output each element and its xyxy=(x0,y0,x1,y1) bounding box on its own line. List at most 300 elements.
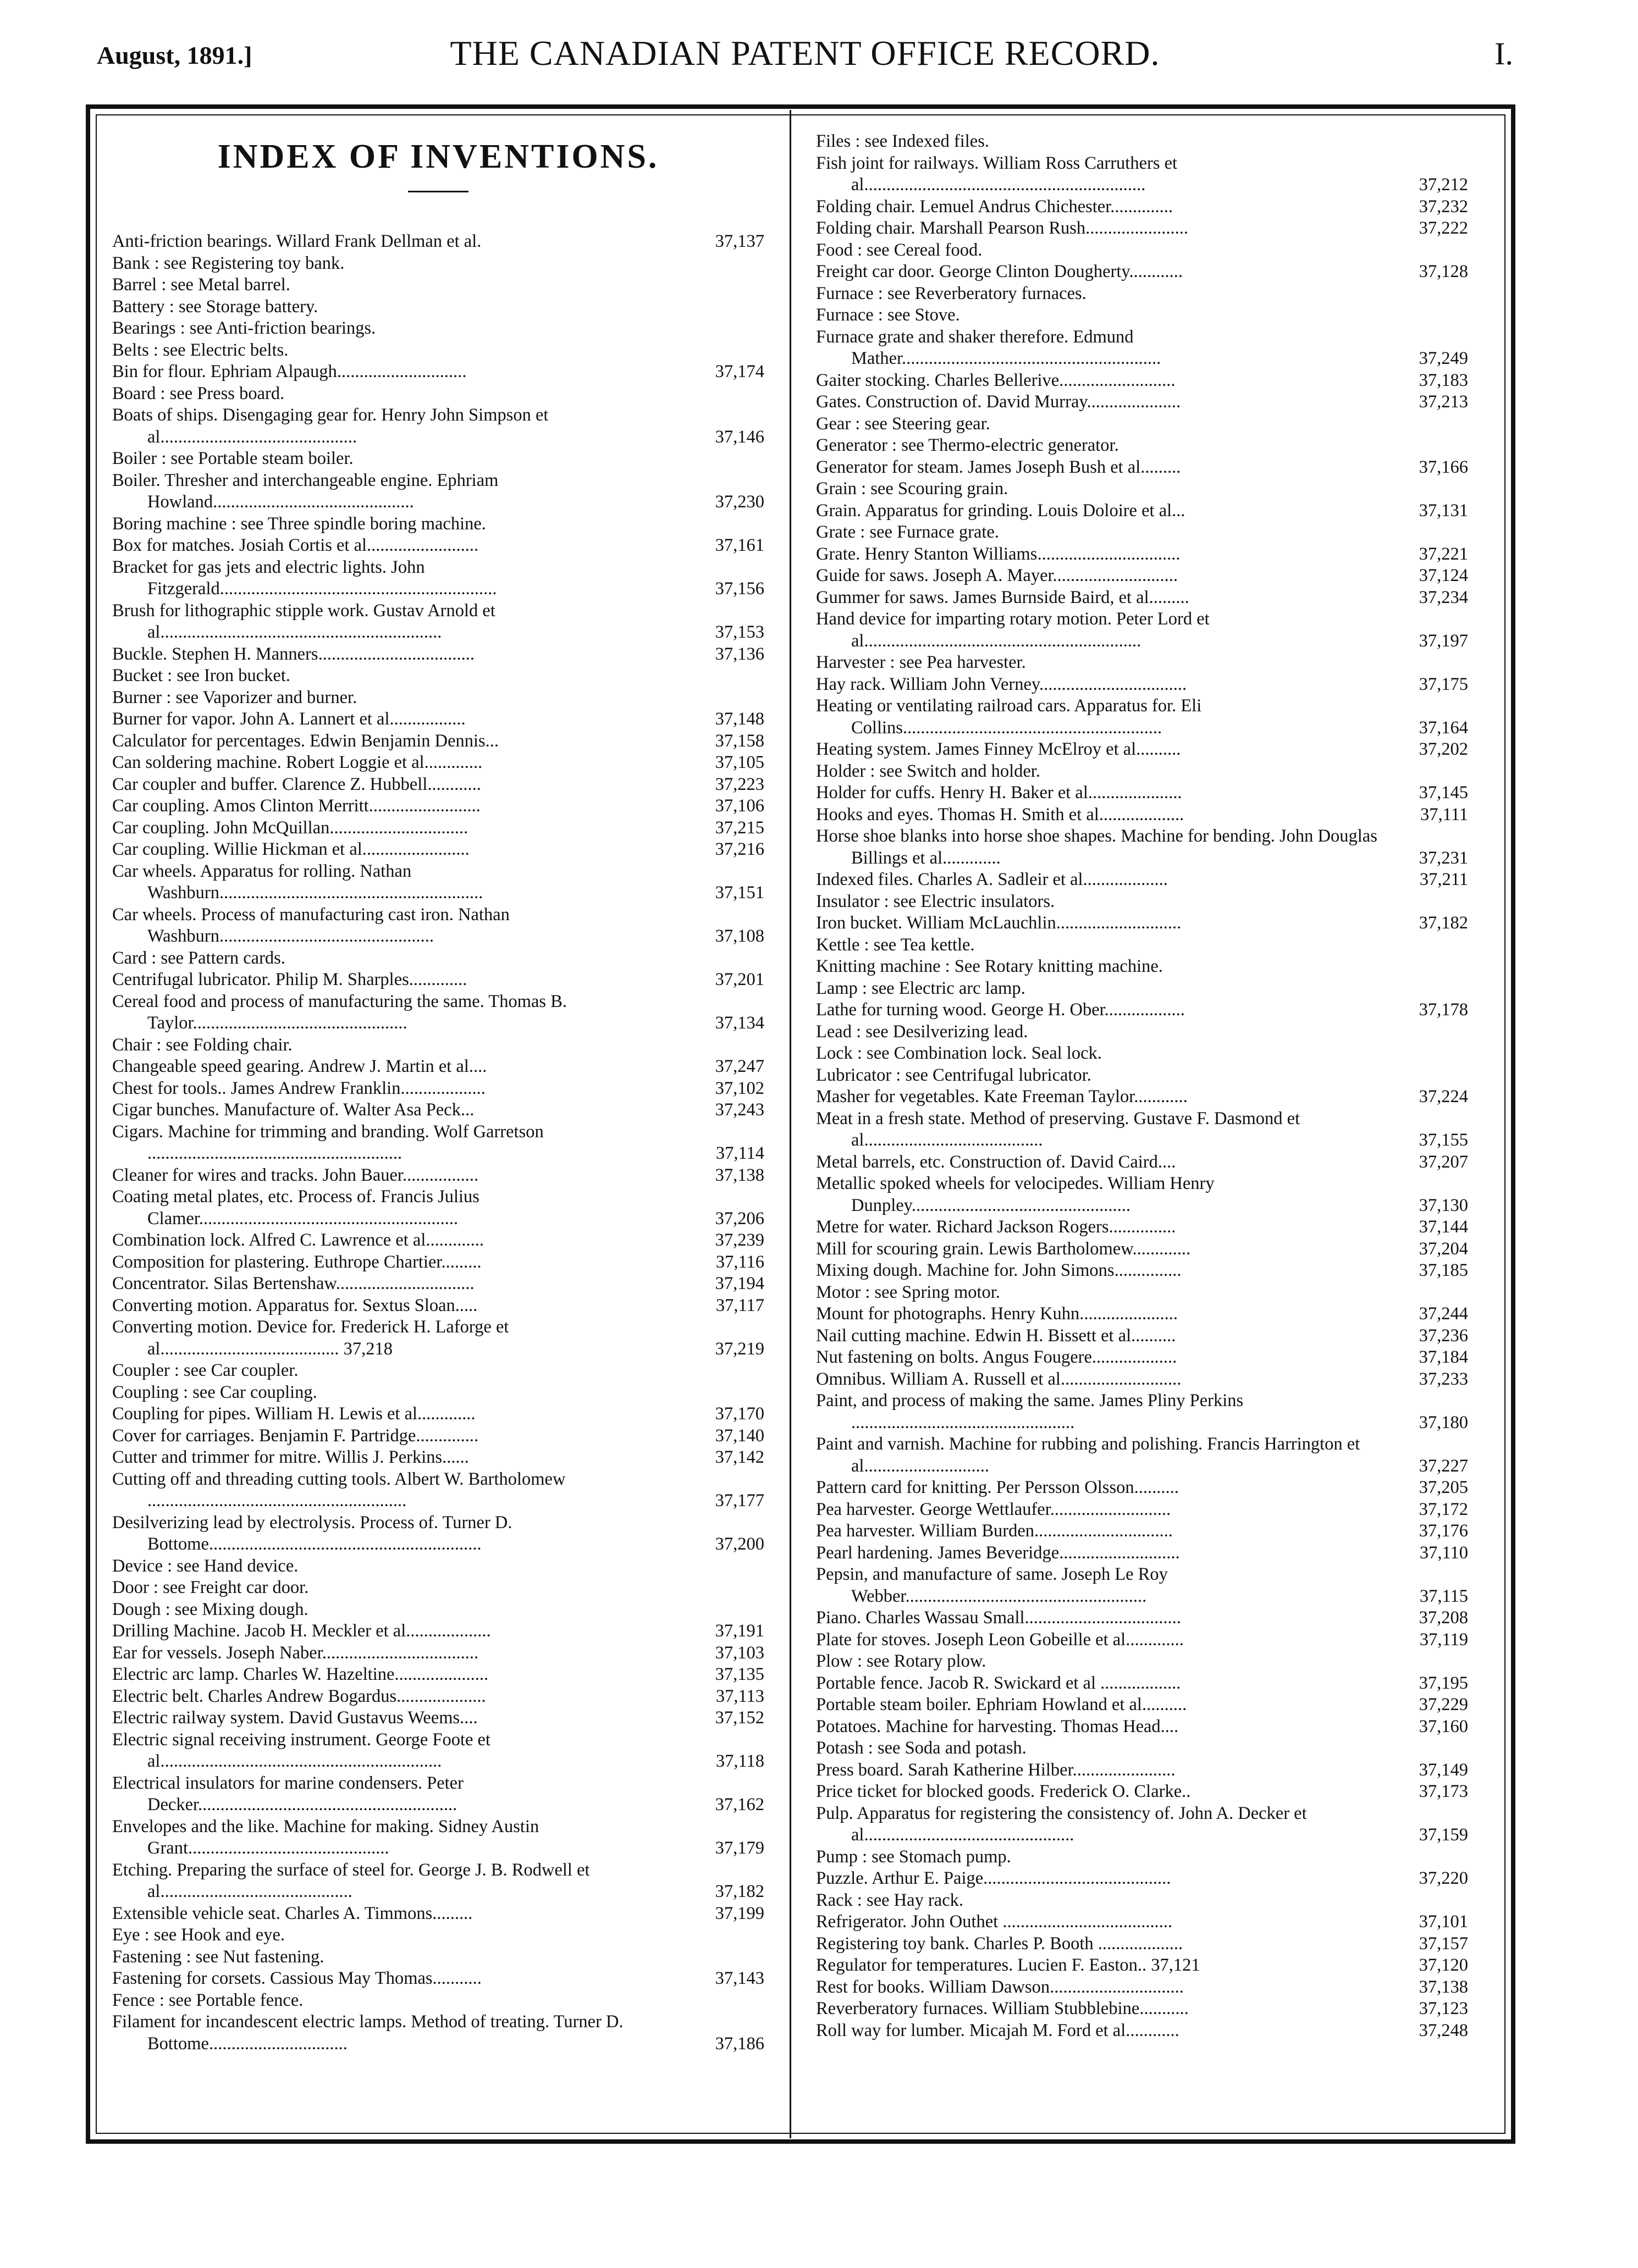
entry-text: Folding chair. Marshall Pearson Rush....................... xyxy=(816,218,1189,238)
entry-text: Rest for books. William Dawson.............................. xyxy=(816,1977,1184,1997)
patent-number: 37,208 xyxy=(1419,1608,1468,1628)
index-entry xyxy=(816,1238,1468,1260)
index-entry xyxy=(112,904,764,948)
index-entry xyxy=(112,1469,764,1512)
entry-text: Fastening : see Nut fastening. xyxy=(112,1946,324,1967)
entry-text: Boiler : see Portable steam boiler. xyxy=(112,449,354,468)
index-entry xyxy=(816,1216,1468,1238)
index-entry xyxy=(816,1651,1468,1673)
index-entry xyxy=(816,652,1468,674)
patent-number: 37,123 xyxy=(1419,1999,1468,2018)
entry-text: Plow : see Rotary plow. xyxy=(816,1651,986,1671)
patent-number: 37,115 xyxy=(1419,1586,1468,1606)
index-entry xyxy=(816,1282,1468,1304)
title-rule xyxy=(408,191,468,192)
index-entry xyxy=(816,609,1468,652)
index-entry xyxy=(816,999,1468,1021)
patent-number: 37,216 xyxy=(715,839,764,859)
index-entry xyxy=(112,861,764,904)
index-entry xyxy=(112,1165,764,1187)
index-entry xyxy=(112,709,764,731)
entry-text: Roll way for lumber. Micajah M. Ford et al............ xyxy=(816,2020,1179,2040)
patent-number: 37,164 xyxy=(1419,717,1468,738)
left-entry-list xyxy=(112,231,764,2055)
patent-number: 37,119 xyxy=(1419,1629,1468,1650)
patent-number: 37,130 xyxy=(1419,1195,1468,1215)
index-entry xyxy=(112,1773,764,1816)
entry-text: Lamp : see Electric arc lamp. xyxy=(816,978,1025,998)
entry-text: Eye : see Hook and eye. xyxy=(112,1925,285,1945)
entry-text: Mixing dough. Machine for. John Simons............... xyxy=(816,1260,1182,1280)
entry-text: Metal barrels, etc. Construction of. David Caird.... xyxy=(816,1152,1176,1172)
entry-text: Potash : see Soda and potash. xyxy=(816,1738,1027,1758)
patent-number: 37,243 xyxy=(715,1100,764,1120)
entry-text: Holder for cuffs. Henry H. Baker et al..................... xyxy=(816,783,1182,803)
entry-text: Dough : see Mixing dough. xyxy=(112,1599,308,1619)
index-entry xyxy=(816,196,1468,218)
index-entry xyxy=(112,231,764,253)
entry-text: Combination lock. Alfred C. Lawrence et al............. xyxy=(112,1230,484,1250)
index-entry xyxy=(816,891,1468,913)
index-entry xyxy=(816,1781,1468,1803)
index-entry xyxy=(816,1021,1468,1043)
patent-number: 37,134 xyxy=(715,1013,764,1033)
patent-number: 37,158 xyxy=(715,731,764,751)
index-entry xyxy=(112,774,764,796)
index-entry xyxy=(112,513,764,535)
patent-number: 37,156 xyxy=(715,579,764,599)
entry-text: Grate : see Furnace grate. xyxy=(816,522,999,542)
index-entry xyxy=(112,687,764,709)
entry-text: Door : see Freight car door. xyxy=(112,1578,309,1597)
index-entry xyxy=(816,544,1468,566)
entry-text: Cigar bunches. Manufacture of. Walter Asa Peck... xyxy=(112,1100,475,1120)
entry-text: Freight car door. George Clinton Dougherty............ xyxy=(816,262,1183,281)
index-entry xyxy=(112,1664,764,1686)
entry-text: Regulator for temperatures. Lucien F. Easton.. 37,121 xyxy=(816,1955,1200,1975)
entry-text: Calculator for percentages. Edwin Benjamin Dennis... xyxy=(112,731,499,751)
index-entry xyxy=(112,340,764,362)
index-entry xyxy=(816,1390,1468,1434)
entry-text: Portable fence. Jacob R. Swickard et al .................. xyxy=(816,1673,1181,1693)
patent-number: 37,199 xyxy=(715,1903,764,1923)
entry-text: Cutter and trimmer for mitre. Willis J. Perkins...... xyxy=(112,1447,469,1467)
index-entry xyxy=(112,1252,764,1274)
patent-number: 37,174 xyxy=(715,362,764,381)
entry-text: Boring machine : see Three spindle boring machine. xyxy=(112,513,486,534)
entry-text: Electric railway system. David Gustavus Weems.... xyxy=(112,1708,478,1728)
entry-text: Motor : see Spring motor. xyxy=(816,1282,1000,1302)
patent-number: 37,138 xyxy=(715,1165,764,1185)
index-entry xyxy=(816,1998,1468,2020)
index-entry xyxy=(112,600,764,644)
entry-text: Filament for incandescent electric lamps. Method of treating. Turner D. Bottome............................... xyxy=(112,2012,624,2054)
entry-text: Bin for flour. Ephriam Alpaugh............................. xyxy=(112,362,467,381)
entry-text: Nail cutting machine. Edwin H. Bissett et al.......... xyxy=(816,1325,1176,1346)
index-entry xyxy=(816,131,1468,153)
entry-text: Horse shoe blanks into horse shoe shapes. Machine for bending. John Douglas Billings et al............. xyxy=(816,826,1377,868)
entry-text: Anti-friction bearings. Willard Frank Dellman et al. xyxy=(112,231,482,251)
index-entry xyxy=(816,978,1468,1000)
entry-text: Boats of ships. Disengaging gear for. Henry John Simpson et al............................................ xyxy=(112,405,549,447)
index-entry xyxy=(112,1273,764,1295)
patent-number: 37,183 xyxy=(1419,370,1468,390)
patent-number: 37,135 xyxy=(715,1664,764,1684)
index-entry xyxy=(112,1816,764,1860)
entry-text: Brush for lithographic stipple work. Gustav Arnold et al............................................................... xyxy=(112,600,495,642)
entry-text: Battery : see Storage battery. xyxy=(112,296,318,317)
index-entry xyxy=(816,1499,1468,1521)
index-entry xyxy=(112,1382,764,1404)
index-entry xyxy=(816,370,1468,392)
patent-number: 37,173 xyxy=(1419,1782,1468,1801)
entry-text: Boiler. Thresher and interchangeable engine. Ephriam Howland............................................. xyxy=(112,470,499,512)
patent-number: 37,185 xyxy=(1419,1260,1468,1280)
entry-text: Lathe for turning wood. George H. Ober.................. xyxy=(816,1000,1185,1020)
index-entry xyxy=(816,327,1468,370)
index-entry xyxy=(112,948,764,970)
patent-number: 37,128 xyxy=(1419,262,1468,281)
patent-number: 37,101 xyxy=(1419,1912,1468,1932)
entry-text: Extensible vehicle seat. Charles A. Timmons......... xyxy=(112,1903,473,1923)
index-entry xyxy=(112,1099,764,1121)
entry-text: Can soldering machine. Robert Loggie et al............. xyxy=(112,753,483,772)
entry-text: Lock : see Combination lock. Seal lock. xyxy=(816,1043,1102,1063)
entry-text: Changeable speed gearing. Andrew J. Martin et al.... xyxy=(112,1056,487,1076)
entry-text: Pepsin, and manufacture of same. Joseph Le Roy Webber...................................................... xyxy=(816,1564,1168,1606)
index-entry xyxy=(816,1303,1468,1325)
patent-number: 37,131 xyxy=(1419,500,1468,521)
patent-number: 37,234 xyxy=(1419,587,1468,607)
index-entry xyxy=(816,240,1468,262)
entry-text: Generator : see Thermo-electric generator. xyxy=(816,435,1119,455)
patent-number: 37,223 xyxy=(715,774,764,794)
patent-number: 37,232 xyxy=(1419,196,1468,217)
index-entry xyxy=(112,318,764,340)
index-entry xyxy=(816,1890,1468,1912)
patent-number: 37,151 xyxy=(715,883,764,903)
index-entry xyxy=(816,587,1468,609)
patent-number: 37,152 xyxy=(715,1708,764,1728)
entry-text: Car coupler and buffer. Clarence Z. Hubbell............ xyxy=(112,774,481,794)
index-entry xyxy=(816,761,1468,783)
patent-number: 37,120 xyxy=(1419,1955,1468,1975)
publication-title: THE CANADIAN PATENT OFFICE RECORD. xyxy=(450,34,1160,73)
patent-number: 37,207 xyxy=(1419,1152,1468,1172)
patent-number: 37,116 xyxy=(715,1252,764,1272)
entry-text: Mill for scouring grain. Lewis Bartholomew............. xyxy=(816,1238,1191,1259)
index-entry xyxy=(112,795,764,817)
index-entry xyxy=(112,2011,764,2055)
entry-text: Price ticket for blocked goods. Frederick O. Clarke.. xyxy=(816,1782,1191,1801)
entry-text: Chair : see Folding chair. xyxy=(112,1035,293,1055)
entry-text: Device : see Hand device. xyxy=(112,1556,299,1576)
index-entry xyxy=(816,1325,1468,1347)
patent-number: 37,205 xyxy=(1419,1478,1468,1497)
entry-text: Pea harvester. George Wettlaufer........................... xyxy=(816,1499,1171,1519)
index-title: INDEX OF INVENTIONS. xyxy=(217,138,659,175)
index-entry xyxy=(816,1347,1468,1369)
patent-number: 37,184 xyxy=(1419,1347,1468,1367)
entry-text: Drilling Machine. Jacob H. Meckler et al................... xyxy=(112,1621,491,1641)
patent-number: 37,144 xyxy=(1419,1217,1468,1237)
entry-text: Grain : see Scouring grain. xyxy=(816,479,1008,499)
patent-number: 37,201 xyxy=(715,970,764,989)
patent-number: 37,233 xyxy=(1419,1369,1468,1389)
index-entry xyxy=(816,674,1468,696)
entry-text: Etching. Preparing the surface of steel for. George J. B. Rodwell et al........................................... xyxy=(112,1860,590,1901)
patent-number: 37,200 xyxy=(715,1534,764,1554)
index-entry xyxy=(816,522,1468,544)
index-entry xyxy=(816,1760,1468,1782)
entry-text: Car wheels. Process of manufacturing cast iron. Nathan Washburn................................................ xyxy=(112,904,510,946)
index-entry xyxy=(816,1086,1468,1108)
index-entry xyxy=(816,869,1468,891)
patent-number: 37,204 xyxy=(1419,1238,1468,1259)
entry-text: Electric belt. Charles Andrew Bogardus.................... xyxy=(112,1686,486,1706)
index-entry xyxy=(112,1577,764,1599)
index-entry xyxy=(816,1846,1468,1868)
patent-number: 37,177 xyxy=(715,1491,764,1511)
entry-text: Cutting off and threading cutting tools. Albert W. Bartholomew .......................................................... xyxy=(112,1469,566,1511)
entry-text: Nut fastening on bolts. Angus Fougere................... xyxy=(816,1347,1177,1367)
index-entry xyxy=(816,1803,1468,1846)
entry-text: Centrifugal lubricator. Philip M. Sharples............. xyxy=(112,970,467,989)
index-entry xyxy=(816,413,1468,435)
entry-text: Mount for photographs. Henry Kuhn...................... xyxy=(816,1304,1178,1324)
index-entry xyxy=(816,956,1468,978)
patent-number: 37,153 xyxy=(715,622,764,642)
patent-number: 37,236 xyxy=(1419,1325,1468,1346)
index-entry xyxy=(112,405,764,448)
index-entry xyxy=(112,1316,764,1360)
patent-number: 37,175 xyxy=(1419,674,1468,694)
index-entry xyxy=(112,1078,764,1100)
entry-text: Buckle. Stephen H. Manners................................... xyxy=(112,644,475,664)
index-entry xyxy=(112,752,764,774)
index-entry xyxy=(112,1403,764,1425)
entry-text: Registering toy bank. Charles P. Booth ................... xyxy=(816,1933,1183,1954)
entry-text: Chest for tools.. James Andrew Franklin................... xyxy=(112,1078,486,1098)
patent-number: 37,247 xyxy=(715,1056,764,1076)
entry-text: Pulp. Apparatus for registering the consistency of. John A. Decker et al............................................... xyxy=(816,1803,1307,1845)
patent-number: 37,213 xyxy=(1419,392,1468,412)
entry-text: Generator for steam. James Joseph Bush et al......... xyxy=(816,457,1181,477)
patent-number: 37,136 xyxy=(715,644,764,664)
patent-number: 37,202 xyxy=(1419,739,1468,759)
entry-text: Fish joint for railways. William Ross Carruthers et al............................................................... xyxy=(816,153,1178,195)
entry-text: Potatoes. Machine for harvesting. Thomas Head.... xyxy=(816,1716,1179,1736)
index-entry xyxy=(112,1903,764,1925)
index-entry xyxy=(816,1434,1468,1477)
patent-number: 37,195 xyxy=(1419,1673,1468,1693)
index-entry xyxy=(112,557,764,600)
entry-text: Coupler : see Car coupler. xyxy=(112,1360,299,1380)
patent-number: 37,149 xyxy=(1419,1760,1468,1780)
entry-text: Bearings : see Anti-friction bearings. xyxy=(112,318,376,338)
index-entry xyxy=(112,1425,764,1447)
right-column xyxy=(816,131,1468,2042)
patent-number: 37,166 xyxy=(1419,457,1468,477)
index-entry xyxy=(816,283,1468,305)
entry-text: Belts : see Electric belts. xyxy=(112,340,289,360)
entry-text: Folding chair. Lemuel Andrus Chichester.............. xyxy=(816,196,1173,217)
entry-text: Harvester : see Pea harvester. xyxy=(816,652,1026,672)
patent-number: 37,102 xyxy=(715,1078,764,1098)
entry-text: Electrical insulators for marine condensers. Peter Decker.......................................................... xyxy=(112,1773,464,1815)
patent-number: 37,249 xyxy=(1419,349,1468,368)
entry-text: Bank : see Registering toy bank. xyxy=(112,253,345,273)
index-entry xyxy=(816,1043,1468,1065)
entry-text: Cleaner for wires and tracks. John Bauer................. xyxy=(112,1165,479,1185)
index-entry xyxy=(816,739,1468,761)
column-divider xyxy=(790,110,791,2138)
index-entry xyxy=(816,305,1468,327)
patent-number: 37,145 xyxy=(1419,783,1468,803)
index-entry xyxy=(112,1512,764,1556)
index-entry xyxy=(816,1108,1468,1152)
patent-number: 37,239 xyxy=(715,1230,764,1250)
entry-text: Meat in a fresh state. Method of preserving. Gustave F. Dasmond et al........................................ xyxy=(816,1108,1300,1150)
entry-text: Hooks and eyes. Thomas H. Smith et al................... xyxy=(816,804,1184,825)
index-entry xyxy=(112,1707,764,1729)
entry-text: Metallic spoked wheels for velocipedes. William Henry Dunpley................................................. xyxy=(816,1174,1215,1215)
entry-text: Pattern card for knitting. Per Persson Olsson.......... xyxy=(816,1478,1179,1497)
index-entry xyxy=(816,1738,1468,1760)
entry-text: Portable steam boiler. Ephriam Howland et al.......... xyxy=(816,1695,1187,1714)
entry-text: Car coupling. Willie Hickman et al........................ xyxy=(112,839,470,859)
entry-text: Fastening for corsets. Cassious May Thomas........... xyxy=(112,1968,482,1988)
index-entry xyxy=(816,1065,1468,1087)
index-entry xyxy=(816,1173,1468,1216)
index-entry xyxy=(112,1860,764,1903)
patent-number: 37,206 xyxy=(715,1208,764,1229)
entry-text: Heating system. James Finney McElroy et al.......... xyxy=(816,739,1181,759)
entry-text: Reverberatory furnaces. William Stubblebine........... xyxy=(816,1999,1189,2018)
patent-number: 37,224 xyxy=(1419,1087,1468,1107)
patent-number: 37,180 xyxy=(1419,1412,1468,1432)
entry-text: Ear for vessels. Joseph Naber................................... xyxy=(112,1642,479,1663)
index-entry xyxy=(112,1599,764,1621)
entry-text: Holder : see Switch and holder. xyxy=(816,761,1040,781)
index-entry xyxy=(816,2020,1468,2042)
patent-number: 37,244 xyxy=(1419,1304,1468,1324)
index-entry xyxy=(816,1564,1468,1607)
index-entry xyxy=(112,817,764,839)
entry-text: Puzzle. Arthur E. Paige.......................................... xyxy=(816,1868,1171,1888)
index-entry xyxy=(112,1642,764,1664)
entry-text: Barrel : see Metal barrel. xyxy=(112,275,290,295)
patent-number: 37,221 xyxy=(1419,544,1468,564)
entry-text: Food : see Cereal food. xyxy=(816,240,983,260)
page-header xyxy=(97,33,1513,77)
entry-text: Desilverizing lead by electrolysis. Process of. Turner D. Bottome............................................................. xyxy=(112,1512,512,1554)
patent-number: 37,222 xyxy=(1419,218,1468,238)
patent-number: 37,194 xyxy=(715,1274,764,1293)
patent-number: 37,124 xyxy=(1419,566,1468,585)
entry-text: Electric arc lamp. Charles W. Hazeltine..................... xyxy=(112,1664,489,1684)
index-entry xyxy=(112,1186,764,1230)
patent-number: 37,248 xyxy=(1419,2020,1468,2040)
index-entry xyxy=(816,1868,1468,1890)
entry-text: Gates. Construction of. David Murray..................... xyxy=(816,392,1181,412)
index-entry xyxy=(816,1629,1468,1651)
patent-number: 37,105 xyxy=(715,753,764,772)
index-entry xyxy=(112,839,764,861)
entry-text: Grate. Henry Stanton Williams................................ xyxy=(816,544,1181,564)
index-entry xyxy=(112,1686,764,1708)
entry-text: Electric signal receiving instrument. George Foote et al............................................................... xyxy=(112,1729,491,1771)
entry-text: Bucket : see Iron bucket. xyxy=(112,666,290,685)
entry-text: Gaiter stocking. Charles Bellerive.......................... xyxy=(816,370,1176,390)
page-number: I. xyxy=(1494,36,1513,71)
patent-number: 37,172 xyxy=(1419,1499,1468,1519)
index-entry xyxy=(112,969,764,991)
index-entry xyxy=(112,1924,764,1946)
entry-text: Card : see Pattern cards. xyxy=(112,948,285,968)
index-entry xyxy=(816,1152,1468,1174)
entry-text: Cover for carriages. Benjamin F. Partridge.............. xyxy=(112,1425,479,1446)
entry-text: Grain. Apparatus for grinding. Louis Doloire et al... xyxy=(816,500,1185,521)
patent-number: 37,148 xyxy=(715,709,764,729)
entry-text: Burner for vapor. John A. Lannert et al................. xyxy=(112,709,466,729)
index-entry xyxy=(816,1911,1468,1933)
entry-text: Bracket for gas jets and electric lights. John Fitzgerald.............................................................. xyxy=(112,557,497,599)
entry-text: Converting motion. Device for. Frederick H. Laforge et al........................................ 37,218 xyxy=(112,1317,509,1359)
entry-text: Knitting machine : See Rotary knitting machine. xyxy=(816,956,1163,976)
entry-text: Furnace : see Reverberatory furnaces. xyxy=(816,283,1087,303)
index-entry xyxy=(816,1607,1468,1629)
index-entry xyxy=(816,695,1468,739)
patent-number: 37,117 xyxy=(715,1295,764,1315)
patent-number: 37,146 xyxy=(715,427,764,447)
entry-text: Masher for vegetables. Kate Freeman Taylor............ xyxy=(816,1087,1188,1107)
patent-number: 37,155 xyxy=(1419,1130,1468,1150)
patent-number: 37,161 xyxy=(715,535,764,555)
index-entry xyxy=(112,1968,764,1990)
patent-number: 37,159 xyxy=(1419,1825,1468,1845)
entry-text: Coupling : see Car coupling. xyxy=(112,1382,317,1402)
entry-text: Coupling for pipes. William H. Lewis et al............. xyxy=(112,1404,476,1424)
patent-number: 37,137 xyxy=(715,231,764,251)
patent-number: 37,182 xyxy=(1419,913,1468,933)
index-entry xyxy=(112,665,764,687)
index-entry xyxy=(112,1360,764,1382)
patent-number: 37,227 xyxy=(1419,1456,1468,1476)
patent-number: 37,179 xyxy=(715,1838,764,1858)
patent-number: 37,229 xyxy=(1419,1695,1468,1714)
index-entry xyxy=(816,1716,1468,1738)
entry-text: Furnace : see Stove. xyxy=(816,305,960,325)
index-entry xyxy=(816,1369,1468,1391)
index-entry xyxy=(816,912,1468,934)
entry-text: Kettle : see Tea kettle. xyxy=(816,934,975,955)
index-entry xyxy=(112,1620,764,1642)
patent-number: 37,143 xyxy=(715,1968,764,1988)
entry-text: Heating or ventilating railroad cars. Apparatus for. Eli Collins.......................................................... xyxy=(816,696,1202,738)
index-entry xyxy=(816,1542,1468,1564)
index-entry xyxy=(112,1035,764,1056)
entry-text: Coating metal plates, etc. Process of. Francis Julius Clamer.......................................................... xyxy=(112,1187,479,1229)
issue-date: August, 1891.] xyxy=(97,41,252,69)
entry-text: Car coupling. Amos Clinton Merritt......................... xyxy=(112,796,481,816)
entry-text: Lead : see Desilverizing lead. xyxy=(816,1021,1028,1042)
patent-number: 37,160 xyxy=(1419,1716,1468,1736)
patent-number: 37,211 xyxy=(1419,870,1468,889)
patent-number: 37,170 xyxy=(715,1404,764,1424)
entry-text: Press board. Sarah Katherine Hilber....................... xyxy=(816,1760,1176,1780)
patent-number: 37,182 xyxy=(715,1882,764,1901)
